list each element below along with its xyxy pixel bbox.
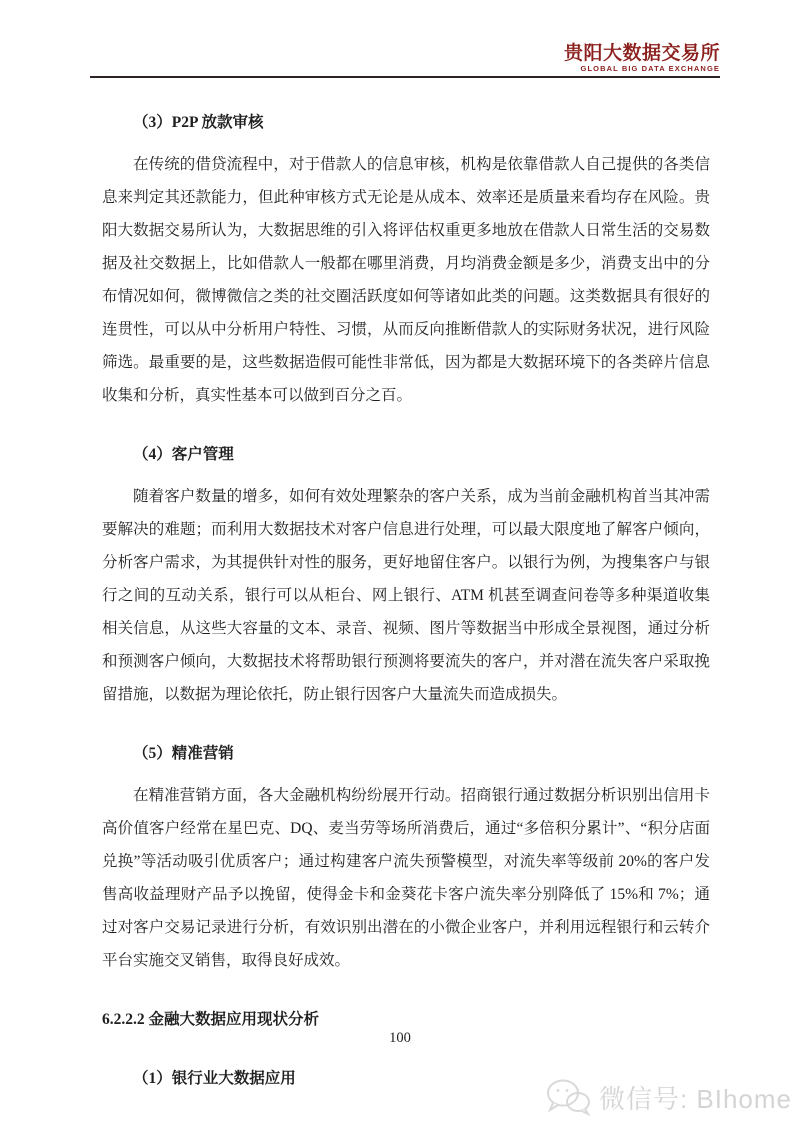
section-heading-customer-management: （4）客户管理 bbox=[133, 446, 234, 463]
header-divider bbox=[90, 76, 720, 78]
paragraph-customer-management: 随着客户数量的增多，如何有效处理繁杂的客户关系，成为当前金融机构首当其冲需要解决的难题；而利用大数据技术对客户信息进行处理，可以最大限度地了解客户倾向，分析客户需求，为其提供针对性的服务，更好地留住客户。以银行为例，为搜集客户与银行之间的互动关系，银行可以从柜台、网上银行、ATM 机甚至调查问卷等多种渠道收集相关信息，从这些大容量的文本、录音、视频、图片等数据当中形成全景视图，通过分析和预测客户倾向，大数据技术将帮助银行预测将要流失的客户，并对潜在流失客户采取挽留措施，以数据为理论依托，防止银行因客户大量流失而造成损失。 bbox=[102, 488, 710, 703]
document-body bbox=[102, 80, 710, 1104]
brand-name-cn: 贵阳大数据交易所 bbox=[563, 43, 720, 64]
page-header bbox=[90, 0, 720, 78]
watermark bbox=[545, 1078, 792, 1116]
brand-logo bbox=[90, 0, 720, 73]
section-heading-precision-marketing: （5）精准营销 bbox=[133, 745, 234, 762]
subsection-heading-financial-bigdata-analysis: 6.2.2.2 金融大数据应用现状分析 bbox=[102, 1011, 320, 1028]
watermark-label: 微信号: BIhome bbox=[598, 1083, 792, 1114]
page-number: 100 bbox=[389, 1030, 411, 1046]
wechat-icon bbox=[545, 1078, 591, 1116]
section-heading-banking-bigdata: （1）银行业大数据应用 bbox=[133, 1070, 296, 1087]
paragraph-precision-marketing: 在精准营销方面，各大金融机构纷纷展开行动。招商银行通过数据分析识别出信用卡高价值客户经常在星巴克、DQ、麦当劳等场所消费后，通过“多倍积分累计”、“积分店面兑换”等活动吸引优质客户；通过构建客户流失预警模型，对流失率等级前 20%的客户发售高收益理财产品予以挽留，使得金卡和金葵花卡客户流失率分别降低了 15%和 7%；通过对客户交易记录进行分析，有效识别出潜在的小微企业客户，并利用远程银行和云转介平台实施交叉销售，取得良好成效。 bbox=[102, 787, 710, 969]
paragraph-p2p-loan-review: 在传统的借贷流程中，对于借款人的信息审核，机构是依靠借款人自己提供的各类信息来判定其还款能力，但此种审核方式无论是从成本、效率还是质量来看均存在风险。贵阳大数据交易所认为，大数据思维的引入将评估权重更多地放在借款人日常生活的交易数据及社交数据上，比如借款人一般都在哪里消费，月均消费金额是多少，消费支出中的分布情况如何，微博微信之类的社交圈活跃度如何等诸如此类的问题。这类数据具有很好的连贯性，可以从中分析用户特性、习惯，从而反向推断借款人的实际财务状况，进行风险筛选。最重要的是，这些数据造假可能性非常低，因为都是大数据环境下的各类碎片信息收集和分析，真实性基本可以做到百分之百。 bbox=[102, 156, 710, 404]
brand-name-en: GLOBAL BIG DATA EXCHANGE bbox=[580, 64, 720, 73]
section-heading-p2p-loan-review: （3）P2P 放款审核 bbox=[133, 114, 264, 131]
